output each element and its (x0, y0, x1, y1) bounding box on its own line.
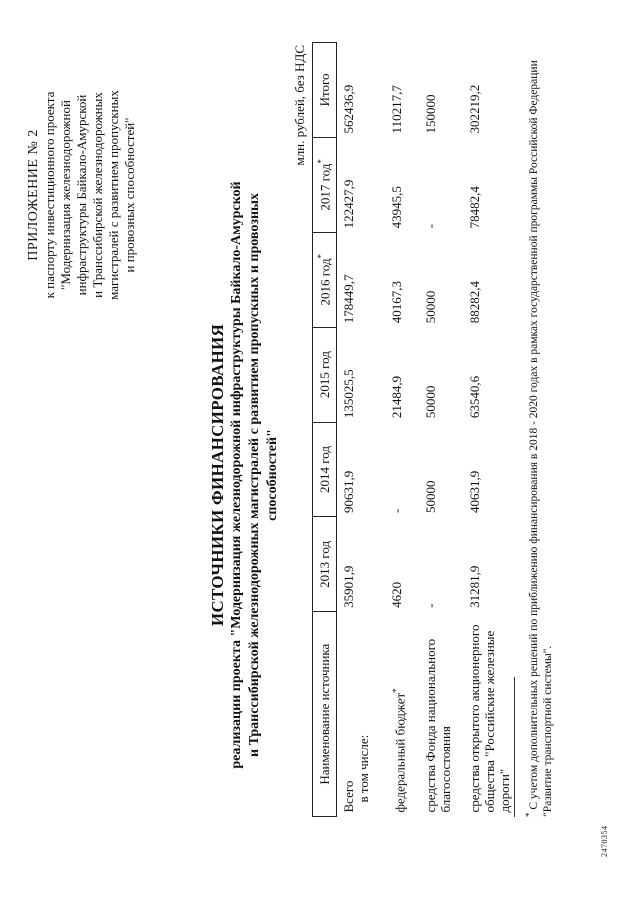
cell-value: 21484,9 (388, 375, 404, 419)
header-2013: 2013 год (313, 517, 337, 612)
header-source: Наименование источника (313, 612, 337, 817)
footnote (522, 37, 555, 817)
document-code: 2470354 (600, 825, 609, 857)
cell-value: 562436,9 (341, 84, 357, 134)
cell-value: 178449,7 (341, 274, 357, 324)
header-total: Итого (313, 43, 337, 138)
appendix-line: магистралей с развитием пропускных (106, 90, 121, 300)
cell-value: 35901,9 (341, 565, 357, 608)
table-row (465, 43, 525, 817)
cell-value: 40167,3 (388, 280, 404, 324)
header-2016: 2016 год* (313, 232, 337, 327)
cell-value: 31281,9 (466, 565, 482, 608)
cell-value: - (422, 603, 438, 608)
cell-value: 135025,5 (341, 369, 357, 419)
row-name: Всего в том числе: (341, 734, 372, 813)
cell-value: - (422, 223, 438, 229)
title-line2: реализации проекта "Модернизация железнодорожной инфраструктуры Байкало-Амурской (229, 181, 244, 769)
cell-value: 122427,9 (341, 179, 357, 229)
row-name: средства Фонда национального благосостояния (422, 638, 453, 813)
title-line3: и Транссибирской железнодорожных магистралей с развитием пропускных и провозных способностей" (247, 193, 280, 757)
cell-value: 90631,9 (341, 470, 357, 513)
table-header-row (313, 43, 337, 817)
header-2017: 2017 год* (313, 137, 337, 232)
cell-value: 63540,6 (466, 375, 482, 419)
cell-value: 302219,2 (466, 84, 482, 134)
cell-value: 4620 (388, 581, 404, 608)
appendix-block (26, 45, 138, 345)
cell-value: 50000 (422, 385, 438, 419)
appendix-heading: ПРИЛОЖЕНИЕ № 2 (26, 129, 41, 261)
title-main: ИСТОЧНИКИ ФИНАНСИРОВАНИЯ (208, 323, 227, 627)
cell-value: 40631,9 (466, 470, 482, 513)
row-name: федеральный бюджет* (390, 688, 408, 813)
table-row (337, 43, 387, 817)
cell-value: 78482,4 (466, 186, 482, 229)
cell-value: 50000 (422, 480, 438, 513)
header-2014: 2014 год (313, 422, 337, 517)
cell-value: - (388, 508, 404, 513)
units-label: млн. рублей, без НДС (292, 45, 307, 166)
row-name: средства открытого акционерного общества "Российские железные дороги" (466, 624, 512, 813)
funding-table (312, 42, 525, 817)
footnote-mark: * (524, 812, 534, 817)
appendix-line: к паспорту инвестиционного проекта (42, 91, 57, 299)
table-row (421, 43, 465, 817)
cell-value: 43945,5 (388, 186, 404, 229)
appendix-line: и провозных способностей" (122, 117, 137, 273)
appendix-line: инфраструктуры Байкало-Амурской (74, 94, 89, 296)
cell-value: 150000 (422, 94, 438, 134)
document-title (208, 165, 282, 785)
footnote-divider (514, 677, 515, 817)
header-2015: 2015 год (313, 327, 337, 422)
footnote-text: С учетом дополнительных решений по приближению финансирования в 2018 - 2020 годах в рамках государственной программы Российской Федерации "Развитие транспортной системы". (527, 60, 554, 817)
cell-value: 88282,4 (466, 280, 482, 324)
appendix-line: и Транссибирской железнодорожных (90, 92, 105, 298)
cell-value: 110217,7 (388, 85, 404, 134)
appendix-line: "Модернизация железнодорожной (58, 100, 73, 290)
cell-value: 50000 (422, 290, 438, 324)
table-row (387, 43, 421, 817)
